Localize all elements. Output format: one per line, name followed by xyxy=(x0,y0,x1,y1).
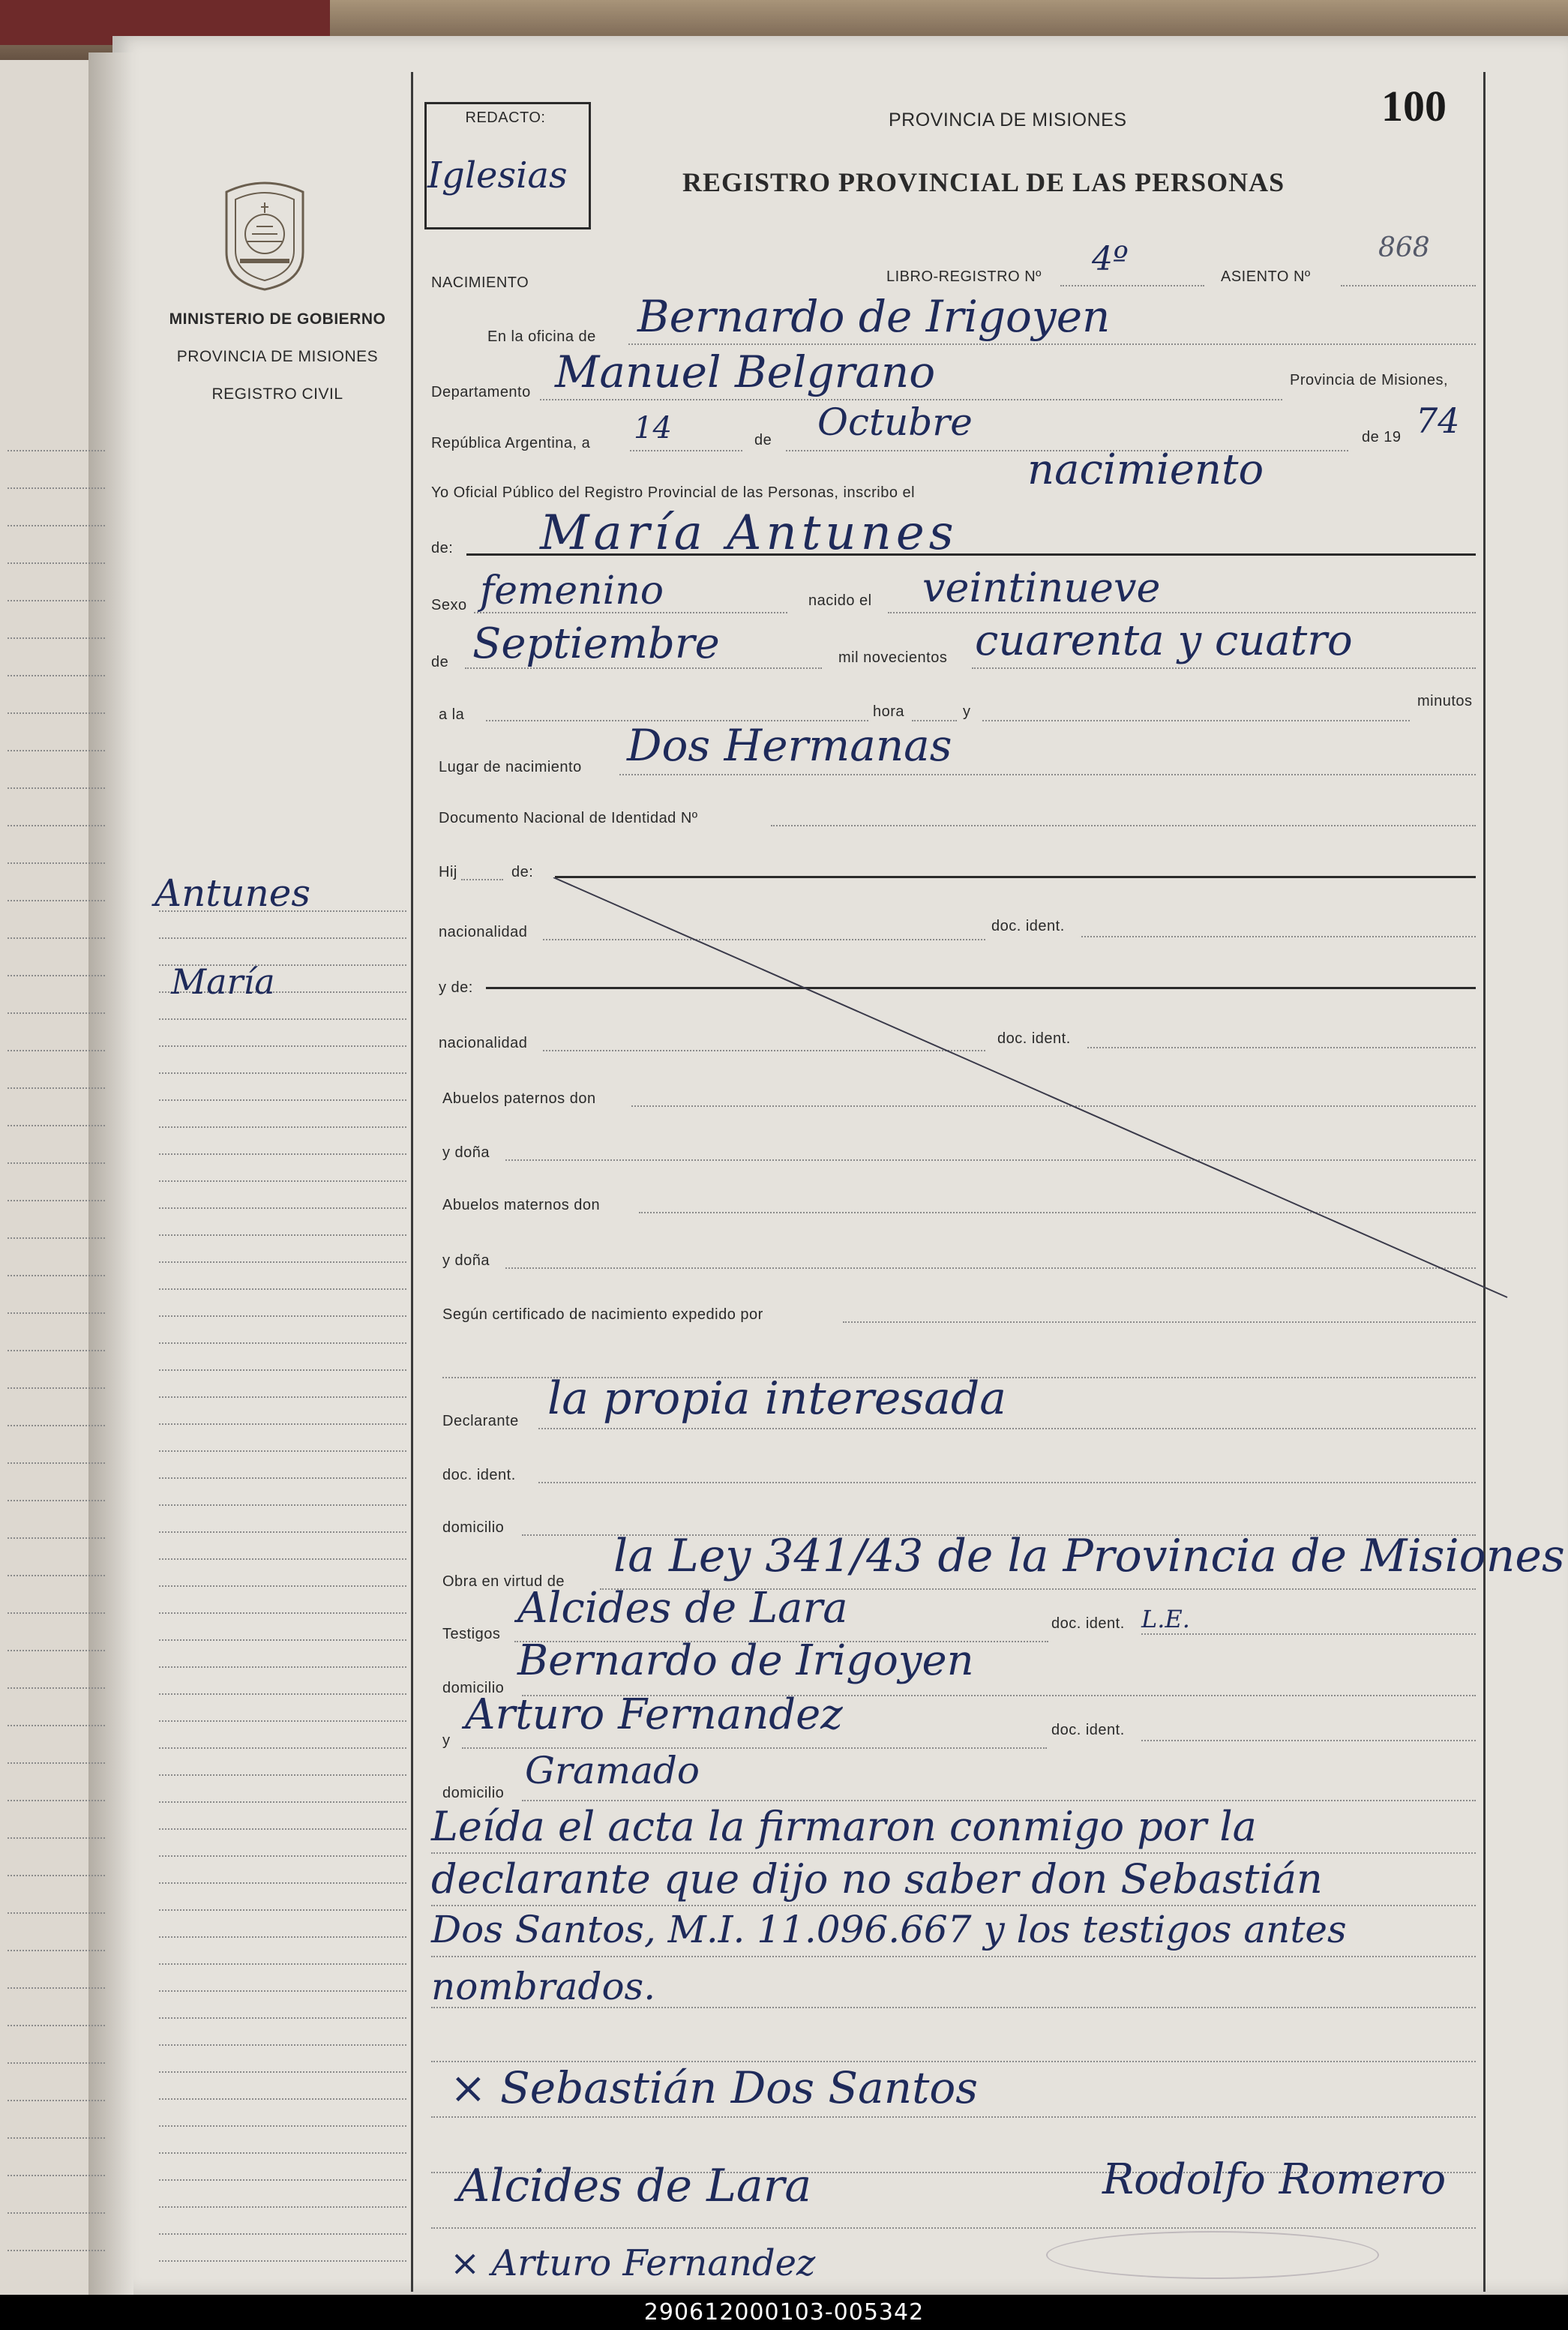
note-line-4: nombrados. xyxy=(431,1965,656,2008)
sidebar-divider xyxy=(411,72,413,2292)
obra-label: Obra en virtud de xyxy=(442,1573,565,1590)
sidebar-rule xyxy=(159,1693,406,1695)
sidebar-rule xyxy=(159,1477,406,1479)
nacido-dots xyxy=(888,612,1476,613)
oficina-dots xyxy=(628,343,1476,345)
sidebar-rule xyxy=(159,1531,406,1533)
left-page-rule xyxy=(7,2100,105,2101)
signature-arturo: × Arturo Fernandez xyxy=(450,2242,816,2284)
sidebar-surname: Antunes xyxy=(154,871,311,915)
departamento-label: Departamento xyxy=(431,384,531,400)
page-spine xyxy=(88,52,133,2295)
left-page-rule xyxy=(7,1312,105,1314)
de-name-label: de: xyxy=(431,540,454,556)
left-page-rule xyxy=(7,1012,105,1014)
doc-ident4-value: L.E. xyxy=(1141,1605,1190,1633)
domicilio2-label: domicilio xyxy=(442,1680,505,1696)
sidebar-rule xyxy=(159,1423,406,1425)
left-page-rule xyxy=(7,2062,105,2064)
doc-ident-label: doc. ident. xyxy=(991,918,1065,934)
note-dots-2 xyxy=(431,1905,1476,1906)
minutos-dots xyxy=(982,720,1410,721)
y-label: y xyxy=(963,703,971,720)
left-page-rule xyxy=(7,675,105,676)
note-dots-3 xyxy=(431,1956,1476,1957)
sidebar-rule xyxy=(159,1369,406,1371)
sidebar-rule xyxy=(159,1234,406,1236)
sidebar-given-name: María xyxy=(171,961,275,1002)
y-dona-label: y doña xyxy=(442,1144,490,1161)
domicilio3-value: Gramado xyxy=(525,1749,700,1792)
sidebar-rule xyxy=(159,1180,406,1182)
left-page-rule xyxy=(7,1462,105,1464)
abuelos-maternos-label: Abuelos maternos don xyxy=(442,1197,601,1213)
sidebar-rule xyxy=(159,1450,406,1452)
left-page-rule xyxy=(7,600,105,601)
signature-sebastian: × Sebastián Dos Santos xyxy=(450,2062,979,2113)
left-page-rule xyxy=(7,562,105,564)
left-page-rule xyxy=(7,1162,105,1164)
sidebar-rule xyxy=(159,1963,406,1965)
de19-label: de 19 xyxy=(1362,429,1402,445)
hora-label: hora xyxy=(873,703,905,720)
official-stamp xyxy=(1046,2231,1379,2279)
left-page-rule xyxy=(7,1875,105,1876)
asiento-dots xyxy=(1341,285,1476,286)
doc-ident4-dots xyxy=(1141,1633,1476,1635)
left-page-rule xyxy=(7,1200,105,1201)
nacido-label: nacido el xyxy=(808,592,872,609)
sidebar-rule xyxy=(159,1099,406,1101)
sidebar-rule xyxy=(159,1045,406,1047)
sidebar-rule xyxy=(159,2044,406,2046)
left-page-rule xyxy=(7,1800,105,1801)
note-dots-8 xyxy=(431,2227,1476,2229)
left-page-rule xyxy=(7,1087,105,1089)
libro-label: LIBRO-REGISTRO Nº xyxy=(886,268,1042,285)
inscribo-value: nacimiento xyxy=(1027,445,1264,494)
left-page-rule xyxy=(7,862,105,864)
inscribo-label: Yo Oficial Público del Registro Provincial de las Personas, inscribo el xyxy=(431,484,916,501)
left-page-rule xyxy=(7,1950,105,1951)
asiento-label: ASIENTO Nº xyxy=(1221,268,1311,285)
left-page-rule xyxy=(7,637,105,639)
left-page-rule xyxy=(7,975,105,976)
note-dots-6 xyxy=(431,2116,1476,2118)
sidebar-rule xyxy=(159,1585,406,1587)
sidebar-rule xyxy=(159,1612,406,1614)
sidebar-rule xyxy=(159,1990,406,1992)
sidebar-rule xyxy=(159,1207,406,1209)
dia-dots xyxy=(630,450,742,451)
de-label: de xyxy=(754,432,772,448)
ministry-label: MINISTERIO DE GOBIERNO xyxy=(169,310,386,328)
testigos-label: Testigos xyxy=(442,1626,501,1642)
nombre-value: María Antunes xyxy=(540,505,958,561)
left-page-rule xyxy=(7,2212,105,2214)
left-page-rule xyxy=(7,1575,105,1576)
cancellation-line xyxy=(450,877,1515,1305)
sidebar-rule xyxy=(159,1288,406,1290)
minutos-label: minutos xyxy=(1417,693,1473,709)
doc-ident2-label: doc. ident. xyxy=(997,1030,1071,1047)
domicilio3-label: domicilio xyxy=(442,1785,505,1801)
doc-ident3-dots xyxy=(538,1482,1476,1483)
lugar-label: Lugar de nacimiento xyxy=(439,759,582,775)
domicilio3-dots xyxy=(522,1800,1476,1801)
testigo2-value: Arturo Fernandez xyxy=(465,1690,843,1739)
y-de-label: y de: xyxy=(439,979,473,996)
nacido-value: veintinueve xyxy=(922,564,1161,611)
obra-value: la Ley 341/43 de la Provincia de Misiones xyxy=(613,1530,1565,1582)
lugar-value: Dos Hermanas xyxy=(627,720,952,771)
left-page-rule xyxy=(7,1350,105,1351)
register-title: REGISTRO PROVINCIAL DE LAS PERSONAS xyxy=(682,167,1285,197)
left-page-rule xyxy=(7,450,105,451)
dni-dots xyxy=(771,825,1476,826)
oficina-label: En la oficina de xyxy=(487,328,596,345)
doc-ident5-label: doc. ident. xyxy=(1051,1722,1125,1738)
left-page-rule xyxy=(7,487,105,489)
sidebar-rule xyxy=(159,1666,406,1668)
left-page-rule xyxy=(7,825,105,826)
provincia-suffix: Provincia de Misiones, xyxy=(1290,372,1449,388)
left-page-rule xyxy=(7,2175,105,2176)
sidebar-rule xyxy=(159,1747,406,1749)
domicilio2-value: Bernardo de Irigoyen xyxy=(517,1636,974,1685)
province-seal-icon xyxy=(219,177,310,291)
note-line-2: declarante que dijo no saber don Sebastián xyxy=(431,1855,1323,1903)
sidebar-rule xyxy=(159,937,406,939)
doc-ident5-dots xyxy=(1141,1740,1476,1741)
dni-label: Documento Nacional de Identidad Nº xyxy=(439,810,698,826)
nacimiento-label: NACIMIENTO xyxy=(431,274,529,291)
left-page-rule xyxy=(7,2137,105,2139)
sidebar-rule xyxy=(159,1315,406,1317)
left-page-rule xyxy=(7,2250,105,2251)
sidebar-rule xyxy=(159,2125,406,2127)
sidebar-rule xyxy=(159,2206,406,2208)
abuelos-paternos-label: Abuelos paternos don xyxy=(442,1090,596,1107)
y-dona2-label: y doña xyxy=(442,1252,490,1269)
declarante-value: la propia interesada xyxy=(547,1372,1007,1425)
footer-id: 290612000103-005342 xyxy=(0,2295,1568,2330)
departamento-value: Manuel Belgrano xyxy=(555,346,936,397)
libro-dots xyxy=(1060,285,1204,286)
redacto-value: Iglesias xyxy=(427,154,568,196)
segun-label: Según certificado de nacimiento expedido por xyxy=(442,1306,763,1323)
mil-label: mil novecientos xyxy=(838,649,948,666)
sidebar-rule xyxy=(159,1072,406,1074)
segun-dots xyxy=(843,1321,1476,1323)
sidebar-rule xyxy=(159,2152,406,2154)
left-page-rule xyxy=(7,1837,105,1839)
sidebar-rule xyxy=(159,1504,406,1506)
left-page-rule xyxy=(7,1537,105,1539)
left-page-rule xyxy=(7,1987,105,1989)
left-page-rule xyxy=(7,1275,105,1276)
libro-value: 4º xyxy=(1092,240,1129,278)
sidebar-rule xyxy=(159,1126,406,1128)
sidebar-province-label: PROVINCIA DE MISIONES xyxy=(176,348,379,365)
left-page-rule xyxy=(7,1387,105,1389)
asiento-value: 868 xyxy=(1378,232,1430,263)
left-page-rule xyxy=(7,2025,105,2026)
doc-ident3-label: doc. ident. xyxy=(442,1467,516,1483)
sidebar-rule xyxy=(159,1153,406,1155)
hij-de-label: de: xyxy=(511,864,534,880)
mes-nac-value: Septiembre xyxy=(472,619,720,668)
dia-value: 14 xyxy=(634,411,672,445)
left-page-rule xyxy=(7,525,105,526)
left-page-rule xyxy=(7,712,105,714)
left-page-rule xyxy=(7,750,105,751)
nacionalidad2-label: nacionalidad xyxy=(439,1035,528,1051)
left-page-rule xyxy=(7,1500,105,1501)
sidebar-rule xyxy=(159,1558,406,1560)
sidebar-rule xyxy=(159,2098,406,2100)
nacionalidad-label: nacionalidad xyxy=(439,924,528,940)
y-testigo-label: y xyxy=(442,1732,451,1749)
left-page-rule xyxy=(7,937,105,939)
left-page-rule xyxy=(7,1425,105,1426)
sidebar-rule xyxy=(159,2179,406,2181)
sidebar-rule xyxy=(159,1261,406,1263)
left-page-rule xyxy=(7,1725,105,1726)
sidebar-registry-label: REGISTRO CIVIL xyxy=(211,385,343,403)
sidebar-rule xyxy=(159,1720,406,1722)
left-page-rule xyxy=(7,1762,105,1764)
left-page-rule xyxy=(7,1687,105,1689)
signature-official: Rodolfo Romero xyxy=(1102,2155,1447,2204)
sidebar-rule xyxy=(159,1882,406,1884)
oficina-value: Bernardo de Irigoyen xyxy=(637,291,1111,342)
de-mes-label: de xyxy=(431,654,449,670)
testigo1-value: Alcides de Lara xyxy=(517,1584,848,1633)
sidebar-rule xyxy=(159,2233,406,2235)
left-page-rule xyxy=(7,1612,105,1614)
sidebar-rule xyxy=(159,1828,406,1830)
republica-label: República Argentina, a xyxy=(431,435,591,451)
lugar-dots xyxy=(619,774,1476,775)
sidebar-rule xyxy=(159,1855,406,1857)
note-dots-1 xyxy=(431,1852,1476,1854)
sidebar-rule xyxy=(159,1342,406,1344)
mes-value: Octubre xyxy=(817,400,973,444)
anio-nac-dots xyxy=(972,667,1476,669)
a-la-label: a la xyxy=(439,706,465,723)
province-heading: PROVINCIA DE MISIONES xyxy=(889,109,1127,130)
sexo-label: Sexo xyxy=(431,597,467,613)
hij-label: Hij xyxy=(439,864,457,880)
sidebar-rule xyxy=(159,1639,406,1641)
anio-value: 74 xyxy=(1416,400,1460,441)
redacto-label: REDACTO: xyxy=(465,109,546,126)
note-line-3: Dos Santos, M.I. 11.096.667 y los testigos antes xyxy=(431,1908,1347,1951)
domicilio-label: domicilio xyxy=(442,1519,505,1536)
sidebar-rule xyxy=(159,1936,406,1938)
sidebar-rule xyxy=(159,2071,406,2073)
left-page-rule xyxy=(7,1650,105,1651)
doc-ident4-label: doc. ident. xyxy=(1051,1615,1125,1632)
left-page-rule xyxy=(7,1050,105,1051)
page-number: 100 xyxy=(1381,82,1447,130)
left-page-rule xyxy=(7,1125,105,1126)
left-page-rule xyxy=(7,900,105,901)
left-page-rule xyxy=(7,1237,105,1239)
anio-nac-value: cuarenta y cuatro xyxy=(975,616,1353,665)
sidebar-rule xyxy=(159,1801,406,1803)
declarante-label: Declarante xyxy=(442,1413,519,1429)
sidebar-rule xyxy=(159,1774,406,1776)
left-page-rule xyxy=(7,1912,105,1914)
signature-alcides: Alcides de Lara xyxy=(457,2160,812,2212)
sidebar-rule xyxy=(159,1396,406,1398)
sidebar-rule xyxy=(159,1909,406,1911)
declarante-dots xyxy=(538,1428,1476,1429)
left-page-rule xyxy=(7,787,105,789)
note-line-1: Leída el acta la firmaron conmigo por la xyxy=(431,1803,1257,1850)
sidebar-rule xyxy=(159,2260,406,2262)
sidebar-rule xyxy=(159,1018,406,1020)
sexo-value: femenino xyxy=(480,568,664,613)
sidebar-rule xyxy=(159,2017,406,2019)
